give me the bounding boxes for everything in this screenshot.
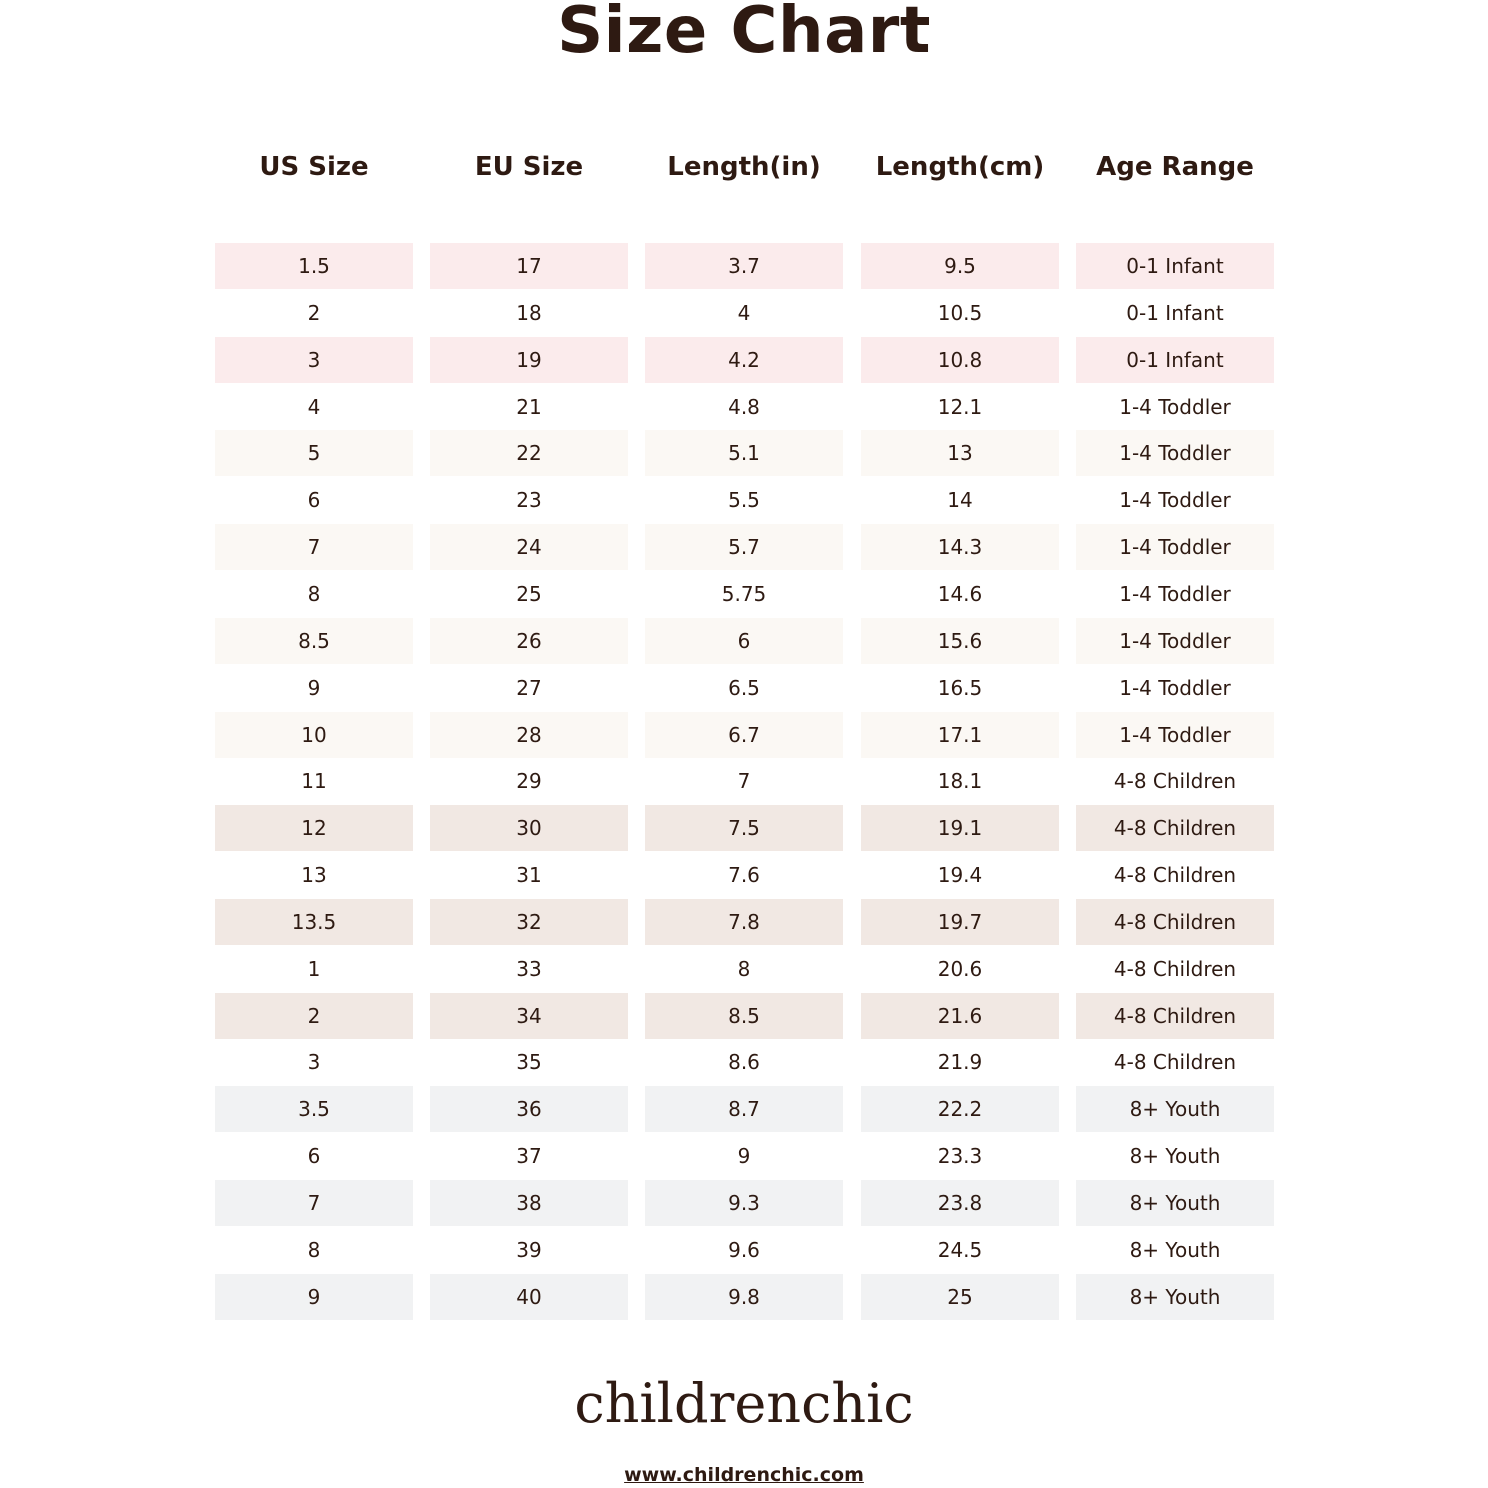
table-cell-eu-size: 31 [430,852,628,898]
table-cell-length-in: 4.2 [645,337,843,383]
table-cell-eu-size: 23 [430,477,628,523]
table-cell-age-range: 1-4 Toddler [1076,618,1274,664]
table-cell-age-range: 0-1 Infant [1076,290,1274,336]
table-cell-age-range: 1-4 Toddler [1076,665,1274,711]
table-cell-age-range: 4-8 Children [1076,758,1274,804]
table-cell-age-range: 1-4 Toddler [1076,571,1274,617]
table-cell-age-range: 4-8 Children [1076,1039,1274,1085]
table-cell-us-size: 8.5 [215,618,413,664]
table-cell-length-cm: 16.5 [861,665,1059,711]
table-cell-us-size: 13.5 [215,899,413,945]
table-cell-length-cm: 12.1 [861,384,1059,430]
brand-logo: childrenchic [574,1372,914,1435]
table-cell-length-cm: 19.4 [861,852,1059,898]
column-header-eu-size: EU Size [474,152,584,182]
table-cell-length-in: 5.5 [645,477,843,523]
table-cell-eu-size: 29 [430,758,628,804]
column-header-length-cm: Length(cm) [875,152,1045,182]
table-cell-length-in: 6.5 [645,665,843,711]
table-cell-length-cm: 19.1 [861,805,1059,851]
table-cell-us-size: 9 [215,665,413,711]
table-cell-eu-size: 36 [430,1086,628,1132]
table-cell-us-size: 11 [215,758,413,804]
table-cell-eu-size: 30 [430,805,628,851]
table-cell-us-size: 6 [215,477,413,523]
table-cell-length-cm: 15.6 [861,618,1059,664]
table-cell-eu-size: 27 [430,665,628,711]
table-cell-length-cm: 9.5 [861,243,1059,289]
table-cell-length-cm: 23.3 [861,1133,1059,1179]
table-cell-length-in: 5.75 [645,571,843,617]
table-cell-length-in: 4.8 [645,384,843,430]
table-cell-length-cm: 18.1 [861,758,1059,804]
table-cell-age-range: 1-4 Toddler [1076,524,1274,570]
table-cell-length-in: 4 [645,290,843,336]
table-cell-us-size: 6 [215,1133,413,1179]
table-cell-length-cm: 10.5 [861,290,1059,336]
table-cell-length-cm: 13 [861,430,1059,476]
table-cell-length-cm: 23.8 [861,1180,1059,1226]
table-cell-age-range: 0-1 Infant [1076,337,1274,383]
table-cell-length-cm: 10.8 [861,337,1059,383]
table-cell-length-in: 8.5 [645,993,843,1039]
table-cell-length-in: 9.6 [645,1227,843,1273]
table-cell-eu-size: 17 [430,243,628,289]
table-cell-length-cm: 14 [861,477,1059,523]
table-cell-length-in: 6.7 [645,712,843,758]
table-cell-length-in: 5.7 [645,524,843,570]
table-cell-age-range: 8+ Youth [1076,1086,1274,1132]
table-cell-eu-size: 28 [430,712,628,758]
table-cell-eu-size: 32 [430,899,628,945]
table-cell-age-range: 1-4 Toddler [1076,712,1274,758]
table-cell-us-size: 10 [215,712,413,758]
table-cell-length-cm: 20.6 [861,946,1059,992]
table-cell-age-range: 0-1 Infant [1076,243,1274,289]
table-cell-eu-size: 33 [430,946,628,992]
table-cell-length-in: 9.8 [645,1274,843,1320]
table-cell-us-size: 8 [215,571,413,617]
table-cell-length-in: 7 [645,758,843,804]
column-header-us-size: US Size [259,152,369,182]
table-cell-us-size: 7 [215,1180,413,1226]
table-cell-eu-size: 37 [430,1133,628,1179]
table-cell-us-size: 9 [215,1274,413,1320]
website-link[interactable]: www.childrenchic.com [624,1464,864,1486]
table-cell-eu-size: 22 [430,430,628,476]
table-cell-length-cm: 24.5 [861,1227,1059,1273]
table-cell-age-range: 4-8 Children [1076,993,1274,1039]
table-cell-length-cm: 14.6 [861,571,1059,617]
table-cell-eu-size: 18 [430,290,628,336]
table-cell-us-size: 2 [215,290,413,336]
table-cell-age-range: 4-8 Children [1076,946,1274,992]
table-cell-length-in: 9.3 [645,1180,843,1226]
table-cell-eu-size: 24 [430,524,628,570]
table-cell-length-in: 3.7 [645,243,843,289]
table-cell-age-range: 1-4 Toddler [1076,430,1274,476]
table-cell-us-size: 1 [215,946,413,992]
table-cell-us-size: 4 [215,384,413,430]
table-cell-us-size: 3 [215,337,413,383]
table-cell-length-in: 8.7 [645,1086,843,1132]
table-cell-length-cm: 22.2 [861,1086,1059,1132]
table-cell-age-range: 8+ Youth [1076,1274,1274,1320]
table-cell-length-in: 8.6 [645,1039,843,1085]
table-cell-us-size: 2 [215,993,413,1039]
table-cell-eu-size: 26 [430,618,628,664]
table-cell-length-in: 7.5 [645,805,843,851]
page-title: Size Chart [557,0,931,68]
table-cell-age-range: 8+ Youth [1076,1180,1274,1226]
table-cell-eu-size: 35 [430,1039,628,1085]
table-cell-age-range: 8+ Youth [1076,1227,1274,1273]
table-cell-age-range: 4-8 Children [1076,852,1274,898]
table-cell-age-range: 1-4 Toddler [1076,384,1274,430]
table-cell-length-in: 7.8 [645,899,843,945]
table-cell-age-range: 1-4 Toddler [1076,477,1274,523]
table-cell-us-size: 3 [215,1039,413,1085]
table-cell-length-cm: 19.7 [861,899,1059,945]
table-cell-us-size: 12 [215,805,413,851]
table-cell-age-range: 8+ Youth [1076,1133,1274,1179]
table-cell-us-size: 1.5 [215,243,413,289]
table-cell-eu-size: 39 [430,1227,628,1273]
table-cell-length-cm: 21.9 [861,1039,1059,1085]
table-cell-us-size: 8 [215,1227,413,1273]
table-cell-age-range: 4-8 Children [1076,805,1274,851]
table-cell-us-size: 5 [215,430,413,476]
table-cell-eu-size: 25 [430,571,628,617]
table-cell-us-size: 7 [215,524,413,570]
table-cell-length-cm: 21.6 [861,993,1059,1039]
table-cell-length-in: 5.1 [645,430,843,476]
table-cell-us-size: 13 [215,852,413,898]
column-header-age-range: Age Range [1096,152,1254,182]
table-cell-eu-size: 40 [430,1274,628,1320]
table-cell-length-cm: 14.3 [861,524,1059,570]
table-cell-length-in: 9 [645,1133,843,1179]
table-cell-eu-size: 34 [430,993,628,1039]
table-cell-length-in: 7.6 [645,852,843,898]
table-cell-length-in: 6 [645,618,843,664]
table-cell-us-size: 3.5 [215,1086,413,1132]
table-cell-length-in: 8 [645,946,843,992]
table-cell-length-cm: 17.1 [861,712,1059,758]
table-cell-age-range: 4-8 Children [1076,899,1274,945]
table-cell-eu-size: 21 [430,384,628,430]
column-header-length-in: Length(in) [667,152,821,182]
table-cell-length-cm: 25 [861,1274,1059,1320]
table-cell-eu-size: 38 [430,1180,628,1226]
table-cell-eu-size: 19 [430,337,628,383]
